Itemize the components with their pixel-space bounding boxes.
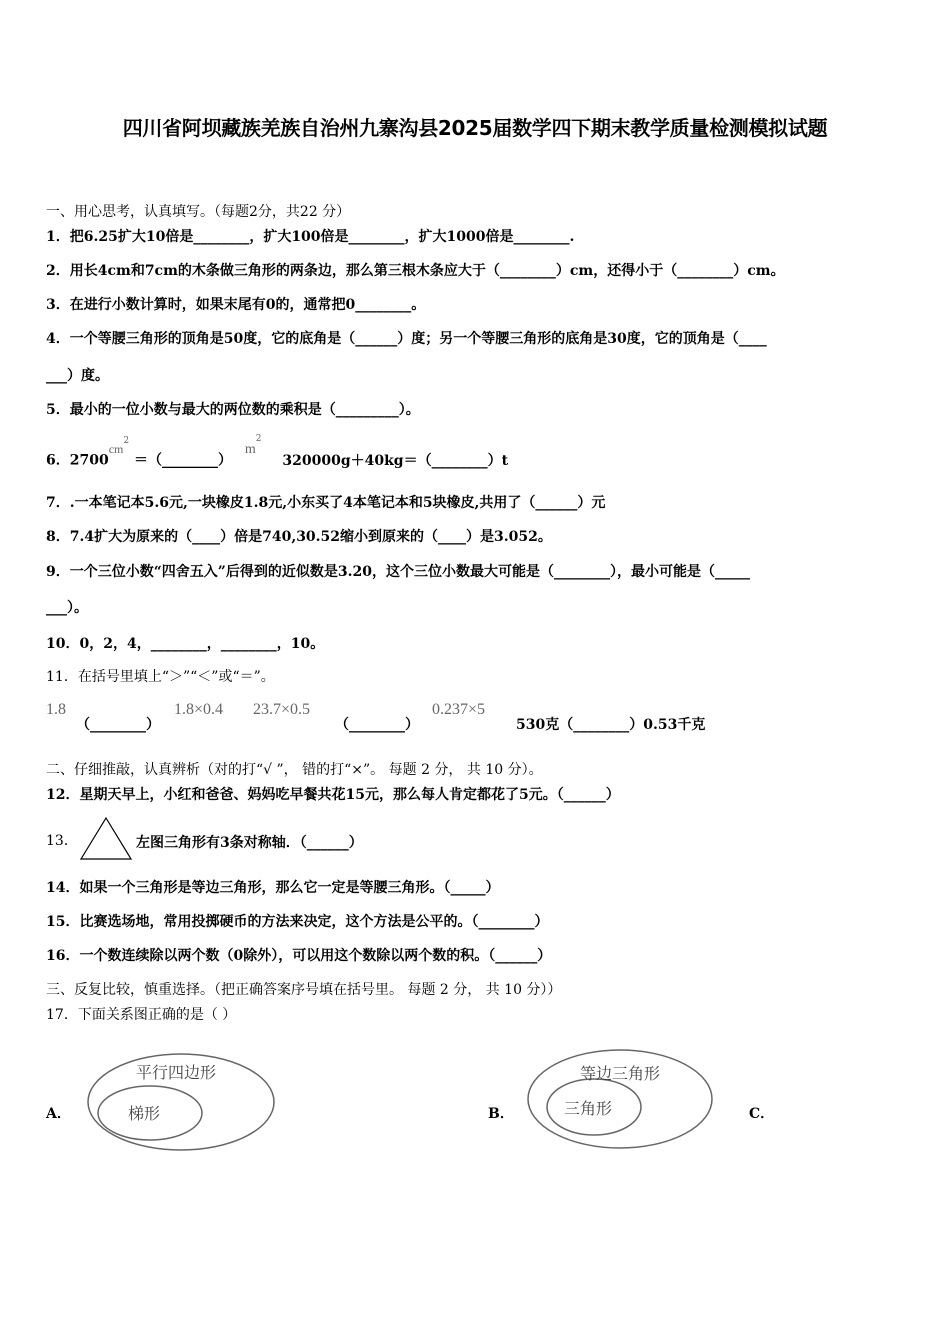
question-4-line2: ___）度。 [46,368,109,384]
question-11: 11．在括号里填上“＞”“＜”或“＝”。 [46,669,275,685]
section3-header: 三、反复比较，慎重选择。（把正确答案序号填在括号里。 每题 2 分， 共 10 分）） [46,982,562,998]
question-17: 17．下面关系图正确的是（ ） [46,1007,237,1023]
option-a-inner-label: 梯形 [128,1104,161,1123]
question-4-line1: 4．一个等腰三角形的顶角是50度，它的底角是（______）度；另一个等腰三角形的底角是30度，它的顶角是（____ [46,331,767,347]
q11-a-left: 1.8 [46,701,66,718]
question-13-number: 13． [46,833,78,849]
triangle-figure [78,815,134,863]
question-8: 8．7.4扩大为原来的（____）倍是740,30.52缩小到原来的（____）是3.052。 [46,529,552,545]
option-a-diagram [84,1050,278,1154]
question-13-text: 左图三角形有3条对称轴．（______） [136,835,363,851]
question-1: 1．把6.25扩大10倍是________，扩大100倍是________，扩大1000倍是________. [46,229,575,245]
question-6 [46,434,509,471]
question-7: 7．.一本笔记本5.6元,一块橡皮1.8元,小东买了4本笔记本和5块橡皮,共用了（______）元 [46,495,606,511]
question-15: 15．比赛选场地，常用投掷硬币的方法来决定，这个方法是公平的。（________） [46,914,549,930]
option-b-label: B． [488,1106,514,1122]
q6-unit2-sup: 2 [255,434,262,444]
question-16: 16．一个数连续除以两个数（0除外），可以用这个数除以两个数的积。（______） [46,948,552,964]
q6-mid: ＝（________） [134,452,232,469]
option-b-inner-label: 三角形 [564,1099,613,1118]
question-9-line2: ___）。 [46,600,88,616]
q6-unit1-sup: 2 [123,436,130,446]
question-14: 14．如果一个三角形是等边三角形，那么它一定是等腰三角形。（_____） [46,880,500,896]
q11-c: 530克（________）0.53千克 [516,717,706,733]
question-2: 2．用长4cm和7cm的木条做三角形的两条边，那么第三根木条应大于（________）cm，还得小于（________）cm。 [46,263,785,279]
q6-prefix: 6．2700 [46,452,109,469]
q11-a-right: 1.8×0.4 [174,701,224,718]
option-b-diagram [524,1046,716,1152]
q11-b-left: 23.7×0.5 [253,701,311,718]
page-title: 四川省阿坝藏族羌族自治州九寨沟县2025届数学四下期末教学质量检测模拟试题 [122,116,828,140]
section2-header: 二、仔细推敲，认真辨析（对的打“√ ”， 错的打“×”。 每题 2 分， 共 10 分）。 [46,762,543,778]
section1-header: 一、用心思考，认真填写。（每题2分，共22 分） [46,204,351,220]
option-c-label: C． [749,1106,775,1122]
question-3: 3．在进行小数计算时，如果末尾有0的，通常把0________。 [46,297,426,313]
q11-a-blank: （________） [76,717,160,733]
question-10: 10．0，2，4，________，________，10。 [46,636,325,652]
question-9-line1: 9．一个三位小数“四舍五入”后得到的近似数是3.20，这个三位小数最大可能是（________），最小可能是（_____ [46,564,750,580]
option-a-outer-label: 平行四边形 [136,1063,217,1082]
option-b-outer-label: 等边三角形 [580,1064,661,1083]
q6-unit1: cm [108,441,124,456]
question-5: 5．最小的一位小数与最大的两位数的乘积是（_________）。 [46,402,420,418]
q6-part2: 320000g＋40kg＝（________）t [282,452,509,469]
option-a-label: A． [46,1106,71,1122]
q6-unit2: m [244,441,256,457]
q11-b-right: 0.237×5 [432,701,486,718]
q11-b-blank: （________） [335,717,419,733]
question-12: 12．星期天早上，小红和爸爸、妈妈吃早餐共花15元，那么每人肯定都花了5元。（______） [46,787,620,803]
